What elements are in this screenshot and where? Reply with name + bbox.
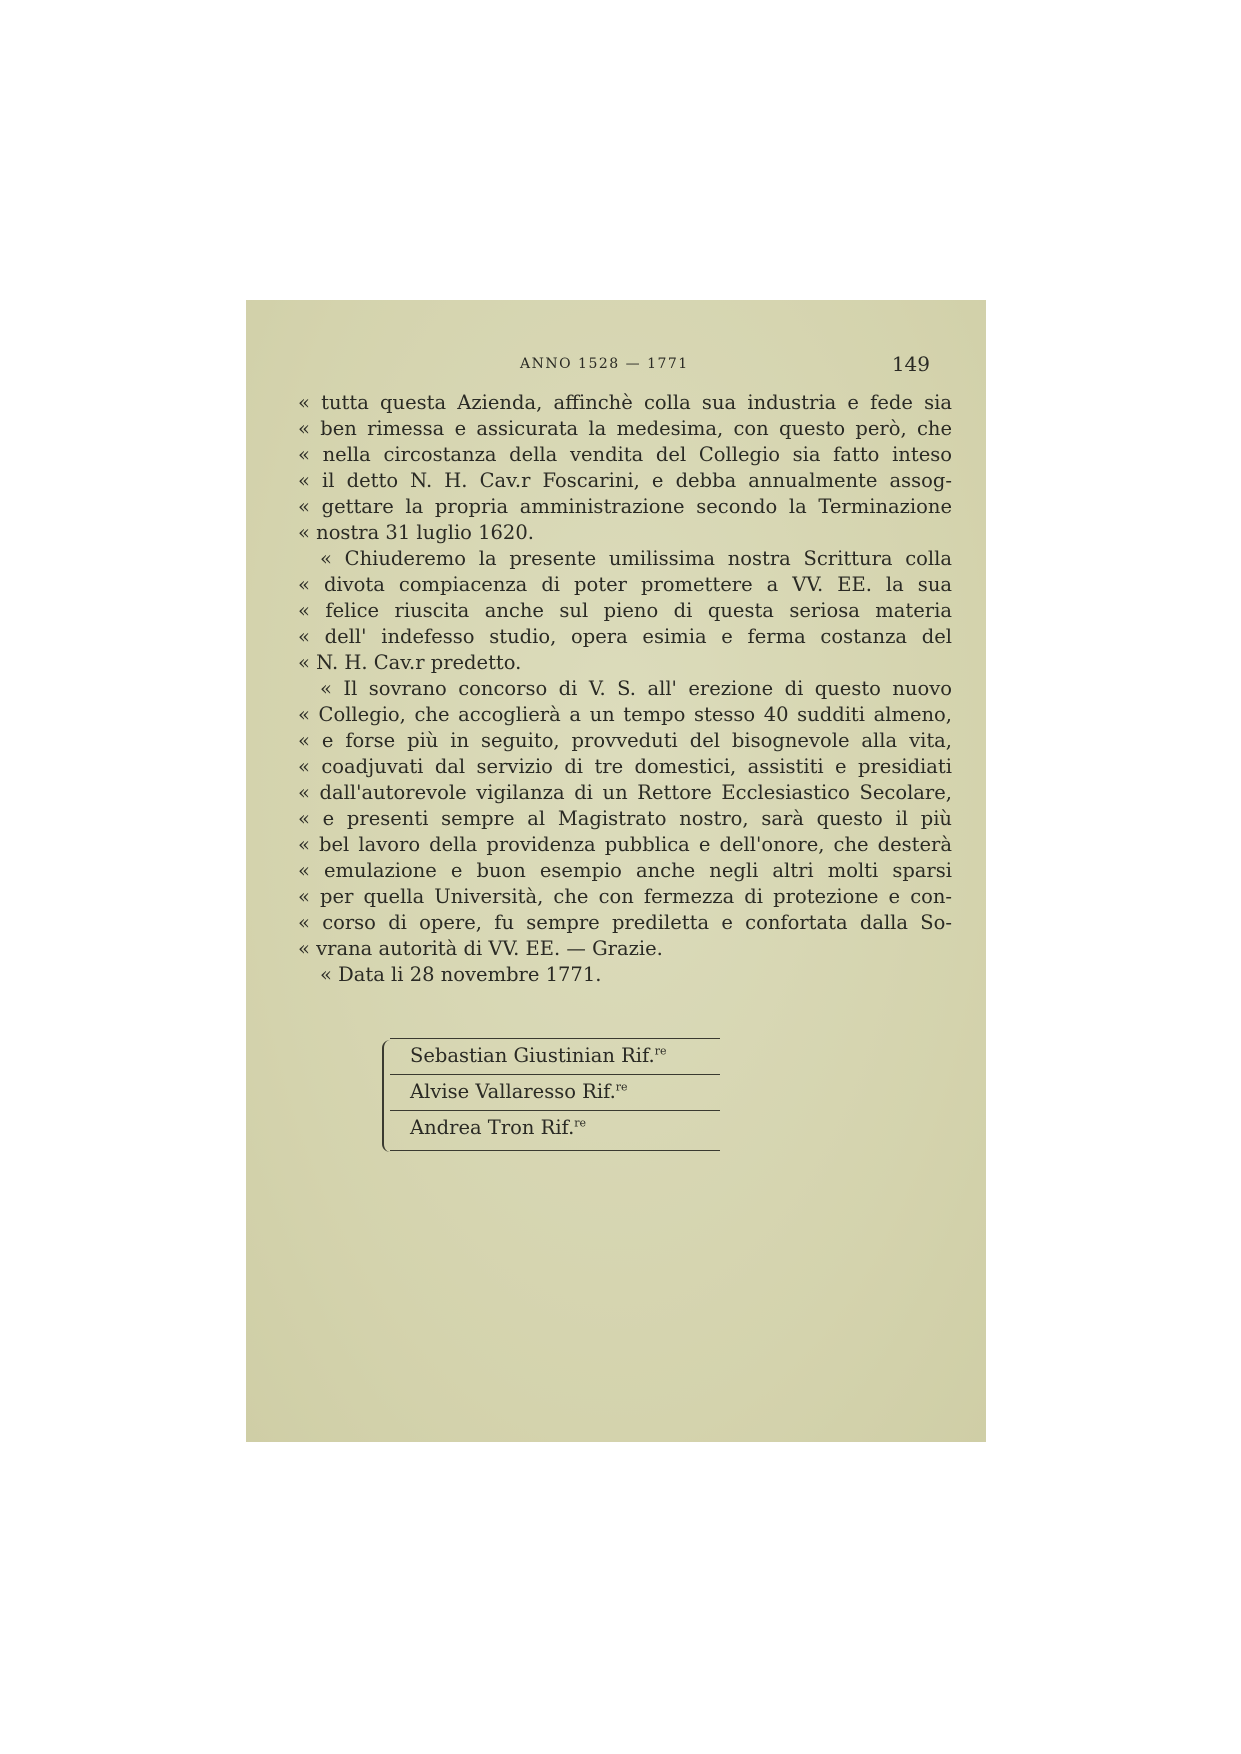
scanned-page xyxy=(246,300,986,1442)
signatory-name: Andrea Tron Rif.$^{re}$ xyxy=(410,1116,587,1139)
body-line: « emulazione e buon esempio anche negli altri molti sparsi xyxy=(298,859,952,882)
body-line: « corso di opere, fu sempre prediletta e confortata dalla So- xyxy=(298,911,952,934)
brace xyxy=(382,1040,394,1152)
body-line: « nostra 31 luglio 1620. xyxy=(298,521,534,544)
divider xyxy=(390,1110,720,1111)
body-line: « vrana autorità di VV. EE. — Grazie. xyxy=(298,937,663,960)
body-line: « e forse più in seguito, provveduti del bisognevole alla vita, xyxy=(298,729,952,752)
body-line: « il detto N. H. Cav.r Foscarini, e debba annualmente assog- xyxy=(298,469,952,492)
running-header xyxy=(246,354,986,378)
page-number: 149 xyxy=(891,352,930,376)
body-line: « ben rimessa e assicurata la medesima, con questo però, che xyxy=(298,417,952,440)
body-line: « nella circostanza della vendita del Collegio sia fatto inteso xyxy=(298,443,952,466)
running-title: ANNO 1528 — 1771 xyxy=(520,356,689,372)
body-line: « felice riuscita anche sul pieno di questa seriosa materia xyxy=(298,599,952,622)
signatory-name: Alvise Vallaresso Rif.$^{re}$ xyxy=(410,1080,628,1103)
divider xyxy=(390,1074,720,1075)
body-line: « gettare la propria amministrazione secondo la Terminazione xyxy=(298,495,952,518)
body-line: « tutta questa Azienda, affinchè colla sua industria e fede sia xyxy=(298,391,952,414)
body-line: « divota compiacenza di poter promettere a VV. EE. la sua xyxy=(298,573,952,596)
body-line: « coadjuvati dal servizio di tre domestici, assistiti e presidiati xyxy=(298,755,952,778)
divider xyxy=(390,1038,720,1039)
body-line: « Il sovrano concorso di V. S. all' erezione di questo nuovo xyxy=(320,677,952,700)
body-line: « Chiuderemo la presente umilissima nostra Scrittura colla xyxy=(320,547,952,570)
body-line: « Collegio, che accoglierà a un tempo stesso 40 sudditi almeno, xyxy=(298,703,952,726)
body-line: « e presenti sempre al Magistrato nostro, sarà questo il più xyxy=(298,807,952,830)
body-line: « bel lavoro della providenza pubblica e dell'onore, che desterà xyxy=(298,833,952,856)
body-line: « per quella Università, che con fermezza di protezione e con- xyxy=(298,885,952,908)
body-line: « dell' indefesso studio, opera esimia e ferma costanza del xyxy=(298,625,952,648)
body-line: « Data li 28 novembre 1771. xyxy=(320,963,602,986)
body-line: « N. H. Cav.r predetto. xyxy=(298,651,522,674)
divider xyxy=(390,1150,720,1151)
signatory-name: Sebastian Giustinian Rif.$^{re}$ xyxy=(410,1044,667,1067)
body-line: « dall'autorevole vigilanza di un Rettore Ecclesiastico Secolare, xyxy=(298,781,952,804)
signature-block xyxy=(382,1036,720,1154)
